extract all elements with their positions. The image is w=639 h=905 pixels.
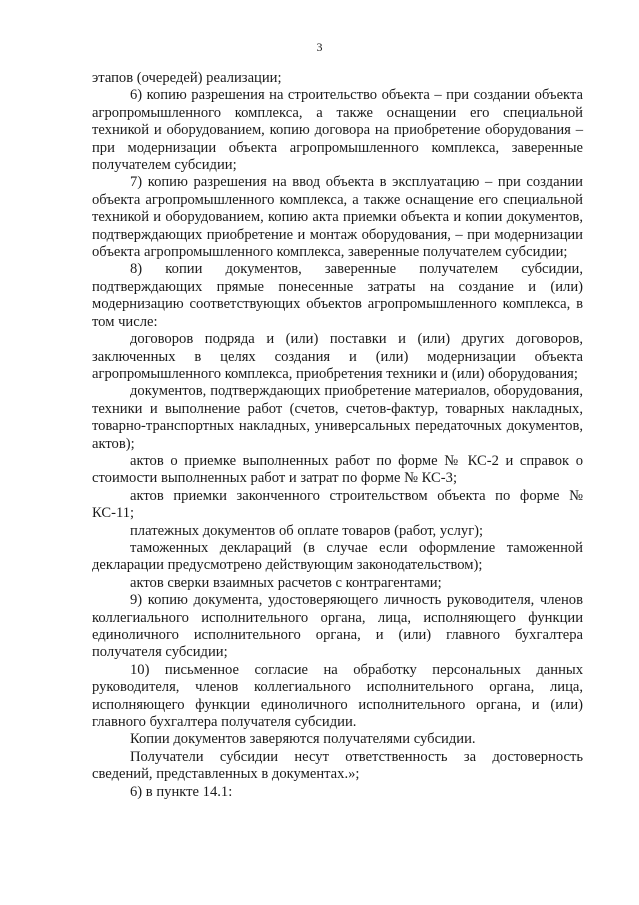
paragraph-ks11-acts: актов приемки законченного строительством объекта по форме № КС-11; — [92, 487, 583, 522]
paragraph-item-10: 10) письменное согласие на обработку персональных данных руководителя, членов коллегиального исполнительного органа, лица, исполняющего функции единоличного исполнительного органа, и (или) главного бухгалтера получателя субсидии. — [92, 661, 583, 731]
paragraph-contracts: договоров подряда и (или) поставки и (или) других договоров, заключенных в целях создания и (или) модернизации объекта агропромышленного комплекса, приобретения техники и (или) оборудования; — [92, 331, 583, 382]
paragraph-item-9: 9) копию документа, удостоверяющего личность руководителя, членов коллегиального исполнительного органа, лица, исполняющего функции единоличного исполнительного органа, и (или) главного бухгалтера получателя субсидии; — [92, 592, 583, 661]
paragraph-item-8: 8) копии документов, заверенные получателем субсидии, подтверждающих прямые понесенные затраты на создание и (или) модернизацию соответствующих объектов агропромышленного комплекса, в том числе: — [92, 261, 583, 330]
paragraph-continuation: этапов (очередей) реализации; — [92, 70, 282, 86]
paragraph-item-7: 7) копию разрешения на ввод объекта в эксплуатацию – при создании объекта агропромышленного комплекса, а также оснащение его специальной техникой и оборудованием, копию акта приемки объекта и копии документов, подтверждающих приобретение и монтаж оборудования, – при модернизации объекта агропромышленного комплекса, заверенные получателем субсидии; — [92, 174, 583, 261]
paragraph-documents: документов, подтверждающих приобретение материалов, оборудования, техники и выполнение работ (счетов, счетов-фактур, товарных накладных, товарно-транспортных накладных, универсальных передаточных документов, актов); — [92, 383, 583, 452]
paragraph-customs: таможенных деклараций (в случае если оформление таможенной декларации предусмотрено действующим законодательством); — [92, 539, 583, 574]
paragraph-reconciliation: актов сверки взаимных расчетов с контрагентами; — [130, 574, 442, 591]
paragraph-payments: платежных документов об оплате товаров (работ, услуг); — [130, 522, 484, 539]
page-number: 3 — [316, 40, 323, 54]
document-body — [92, 70, 583, 801]
paragraph-clause-14-1: 6) в пункте 14.1: — [130, 783, 233, 800]
paragraph-copies-certified: Копии документов заверяются получателями субсидии. — [130, 731, 476, 748]
paragraph-item-6: 6) копию разрешения на строительство объекта – при создании объекта агропромышленного комплекса, а также оснащении его специальной техникой и оборудованием, копию договора на приобретение оборудования – при модернизации объекта агропромышленного комплекса, заверенные получателем субсидии; — [92, 87, 583, 174]
paragraph-ks2-acts: актов о приемке выполненных работ по форме № КС-2 и справок о стоимости выполненных работ и затрат по форме № КС-3; — [92, 452, 583, 487]
paragraph-responsibility: Получатели субсидии несут ответственность за достоверность сведений, представленных в документах.»; — [92, 748, 583, 783]
